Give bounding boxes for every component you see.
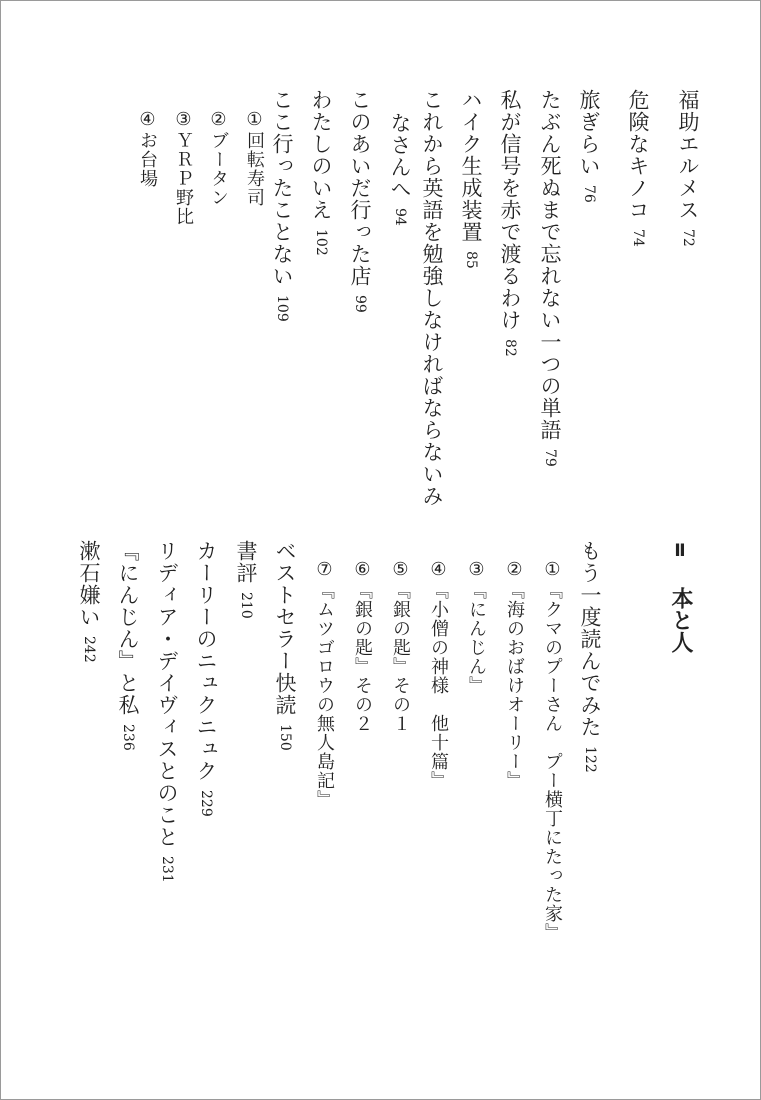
page-number: 229 — [198, 790, 214, 817]
part-number: Ⅱ — [670, 541, 690, 561]
toc-subentry — [429, 559, 447, 790]
toc-entry — [271, 89, 292, 322]
subentry-title: 『ムツゴロウの無人島記』 — [314, 581, 335, 809]
subentry-title: ＹＲＰ野比 — [173, 131, 194, 226]
toc-entry-line2 — [389, 112, 410, 226]
subentry-title: 『銀の匙』その１ — [390, 581, 411, 733]
toc-subentry — [209, 109, 227, 207]
subentry-marker: ③ — [173, 109, 194, 131]
page-number: 109 — [274, 295, 290, 322]
page-number: 74 — [630, 229, 646, 247]
toc-entry — [117, 540, 138, 751]
entry-title: もう一度読んでみた — [578, 540, 602, 738]
toc-entry — [274, 540, 295, 751]
subentry-marker: ⑦ — [314, 559, 335, 581]
toc-entry — [235, 540, 256, 619]
page-number: 102 — [313, 229, 329, 256]
entry-title: リディア・デイヴィスとのこと — [155, 540, 179, 848]
entry-title: ベストセラー快読 — [273, 540, 297, 716]
toc-subentry — [138, 109, 156, 188]
page-number: 94 — [392, 208, 408, 226]
toc-subentry — [315, 559, 333, 809]
entry-title: 私が信号を赤で渡るわけ — [498, 89, 522, 331]
subentry-marker: ⑤ — [390, 559, 411, 581]
toc-entry — [195, 540, 216, 817]
entry-title-continued: なさんへ — [388, 112, 412, 200]
toc-entry — [579, 540, 600, 773]
entry-title: カーリーのニュクニュク — [194, 540, 218, 782]
toc-subentry — [391, 559, 409, 733]
subentry-marker: ④ — [137, 109, 158, 131]
toc-entry — [460, 89, 481, 269]
subentry-marker: ① — [542, 559, 563, 581]
subentry-marker: ③ — [466, 559, 487, 581]
entry-title: たぶん死ぬまで忘れない一つの単語 — [538, 89, 562, 441]
toc-entry — [349, 89, 370, 313]
page-number: 236 — [120, 724, 136, 751]
subentry-title: 『クマのプーさん プー横丁にたった家』 — [542, 581, 563, 942]
entry-title: わたしのいえ — [309, 89, 333, 221]
entry-title: これから英語を勉強しなければならないみ — [420, 89, 444, 507]
toc-subentry — [543, 559, 561, 942]
subentry-title: 『小僧の神様 他十篇』 — [428, 581, 449, 790]
toc-entry — [156, 540, 177, 883]
subentry-marker: ② — [208, 109, 229, 131]
entry-title: 福助エルメス — [676, 89, 700, 221]
toc-subentry — [245, 109, 263, 207]
subentry-marker: ① — [244, 109, 265, 131]
subentry-marker: ⑥ — [352, 559, 373, 581]
page-number: 122 — [582, 746, 598, 773]
toc-subentry — [505, 559, 523, 790]
page-number: 85 — [463, 251, 479, 269]
toc-entry — [677, 89, 698, 247]
entry-title: 旅ぎらい — [577, 89, 601, 177]
entry-title: 漱石嫌い — [77, 540, 101, 628]
page-number: 150 — [277, 724, 293, 751]
entry-title: 『にんじん』と私 — [116, 540, 140, 716]
subentry-title: 『にんじん』 — [466, 581, 487, 695]
subentry-marker: ④ — [428, 559, 449, 581]
subentry-title: 回転寿司 — [244, 131, 265, 207]
entry-title: 危険なキノコ — [626, 89, 650, 221]
page-number: 99 — [352, 295, 368, 313]
subentry-title: お台場 — [137, 131, 158, 188]
part-title: 本と人 — [668, 587, 693, 653]
toc-subentry — [467, 559, 485, 695]
toc-entry — [310, 89, 331, 256]
subentry-title: 『銀の匙』その２ — [352, 581, 373, 733]
part-heading — [669, 541, 691, 653]
page-number: 76 — [581, 185, 597, 203]
toc-subentry — [353, 559, 371, 733]
toc-entry — [627, 89, 648, 247]
entry-title: このあいだ行った店 — [348, 89, 372, 287]
toc-subentry — [174, 109, 192, 226]
page-number: 210 — [238, 592, 254, 619]
subentry-title: ブータン — [208, 131, 229, 207]
page-number: 82 — [502, 339, 518, 357]
toc-entry — [539, 89, 560, 467]
page-number: 72 — [680, 229, 696, 247]
toc-entry-line1 — [421, 89, 442, 507]
page-number: 79 — [542, 449, 558, 467]
subentry-marker: ② — [504, 559, 525, 581]
toc-entry — [78, 540, 99, 663]
toc-entry — [499, 89, 520, 357]
page-number: 242 — [81, 636, 97, 663]
entry-title: 書評 — [234, 540, 258, 584]
toc-entry — [578, 89, 599, 203]
page-number: 231 — [159, 856, 175, 883]
entry-title: ハイク生成装置 — [459, 89, 483, 243]
entry-title: ここ行ったことない — [270, 89, 294, 287]
subentry-title: 『海のおばけオーリー』 — [504, 581, 525, 790]
